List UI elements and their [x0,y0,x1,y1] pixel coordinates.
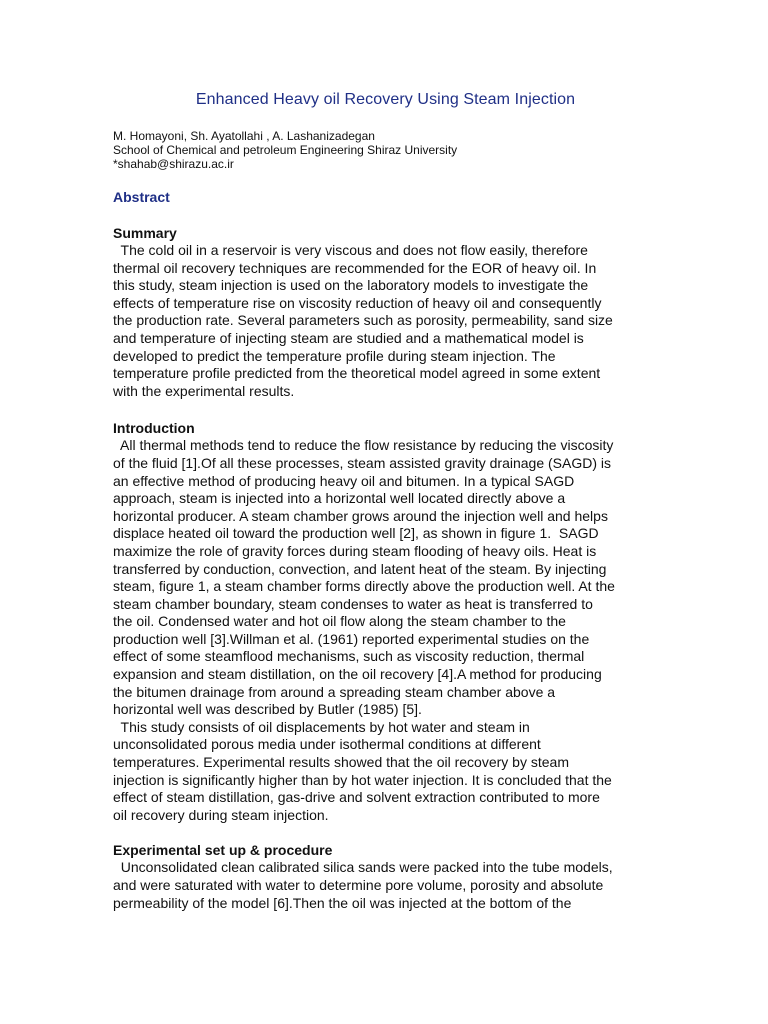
introduction-line: injection is significantly higher than by hot water injection. It is concluded that the [113,771,612,788]
summary-body [113,242,658,400]
introduction-line: of the fluid [1].Of all these processes, steam assisted gravity drainage (SAGD) is [113,454,611,471]
paper-title: Enhanced Heavy oil Recovery Using Steam Injection [195,91,576,108]
authors: M. Homayoni, Sh. Ayatollahi , A. Lashanizadegan [113,129,375,143]
experimental-line: Unconsolidated clean calibrated silica sands were packed into the tube models, [113,859,613,876]
introduction-line: temperatures. Experimental results showed that the oil recovery by steam [113,754,569,771]
introduction-line: approach, steam is injected into a horizontal well located directly above a [113,490,566,507]
summary-line: developed to predict the temperature profile during steam injection. The [113,347,556,364]
experimental-line: and were saturated with water to determine pore volume, porosity and absolute [113,877,604,893]
introduction-line: horizontal producer. A steam chamber grows around the injection well and helps [113,507,608,524]
introduction-line: production well [3].Willman et al. (1961) reported experimental studies on the [113,630,590,647]
introduction-line: unconsolidated porous media under isothermal conditions at different [113,736,541,753]
introduction-heading: Introduction [113,420,195,437]
summary-line: temperature profile predicted from the theoretical model agreed in some extent [113,365,601,382]
summary-line: and temperature of injecting steam are studied and a mathematical model is [113,329,584,346]
summary-heading: Summary [113,225,177,241]
summary-line: thermal oil recovery techniques are recommended for the EOR of heavy oil. In [113,259,597,276]
experimental-line: permeability of the model [6].Then the oil was injected at the bottom of the [113,894,572,911]
introduction-line: maximize the role of gravity forces during steam flooding of heavy oils. Heat is [113,542,597,559]
summary-line: The cold oil in a reservoir is very viscous and does not flow easily, therefore [113,242,588,258]
email: *shahab@shirazu.ac.ir [113,157,234,171]
summary-line: the production rate. Several parameters such as porosity, permeability, sand size [113,312,613,329]
author-block [113,129,658,171]
introduction-body [113,437,658,824]
introduction-line: horizontal well was described by Butler (1985) [5]. [113,701,422,718]
experimental-section [113,842,658,912]
introduction-line: the bitumen drainage from around a spreading steam chamber above a [113,683,556,700]
introduction-line: transferred by conduction, convection, and latent heat of the steam. By injecting [113,560,607,577]
summary-line: with the experimental results. [113,382,295,399]
introduction-line: effect of some steamflood mechanisms, such as viscosity reduction, thermal [113,648,585,665]
introduction-line: All thermal methods tend to reduce the flow resistance by reducing the viscosity [113,437,614,454]
introduction-line: steam chamber boundary, steam condenses to water as heat is transferred to [113,595,593,612]
summary-line: this study, steam injection is used on the laboratory models to investigate the [113,277,589,294]
introduction-line: the oil. Condensed water and hot oil flow along the steam chamber to the [113,613,566,630]
affiliation: School of Chemical and petroleum Engineering Shiraz University [113,143,458,157]
introduction-line: steam, figure 1, a steam chamber forms directly above the production well. At the [113,578,615,595]
experimental-body [113,859,658,912]
introduction-line: expansion and steam distillation, on the oil recovery [4].A method for producing [113,666,602,683]
abstract-heading: Abstract [113,189,170,205]
introduction-line: This study consists of oil displacements by hot water and steam in [113,718,530,735]
introduction-line: effect of steam distillation, gas-drive and solvent extraction contributed to more [113,789,600,806]
introduction-line: displace heated oil toward the production well [2], as shown in figure 1. SAGD [113,525,599,542]
document-page [113,91,658,912]
summary-section [113,225,658,400]
experimental-heading: Experimental set up & procedure [113,842,333,859]
introduction-line: an effective method of producing heavy oil and bitumen. In a typical SAGD [113,472,575,489]
introduction-section [113,420,658,824]
introduction-line: oil recovery during steam injection. [113,806,329,823]
summary-line: effects of temperature rise on viscosity reduction of heavy oil and consequently [113,294,602,311]
